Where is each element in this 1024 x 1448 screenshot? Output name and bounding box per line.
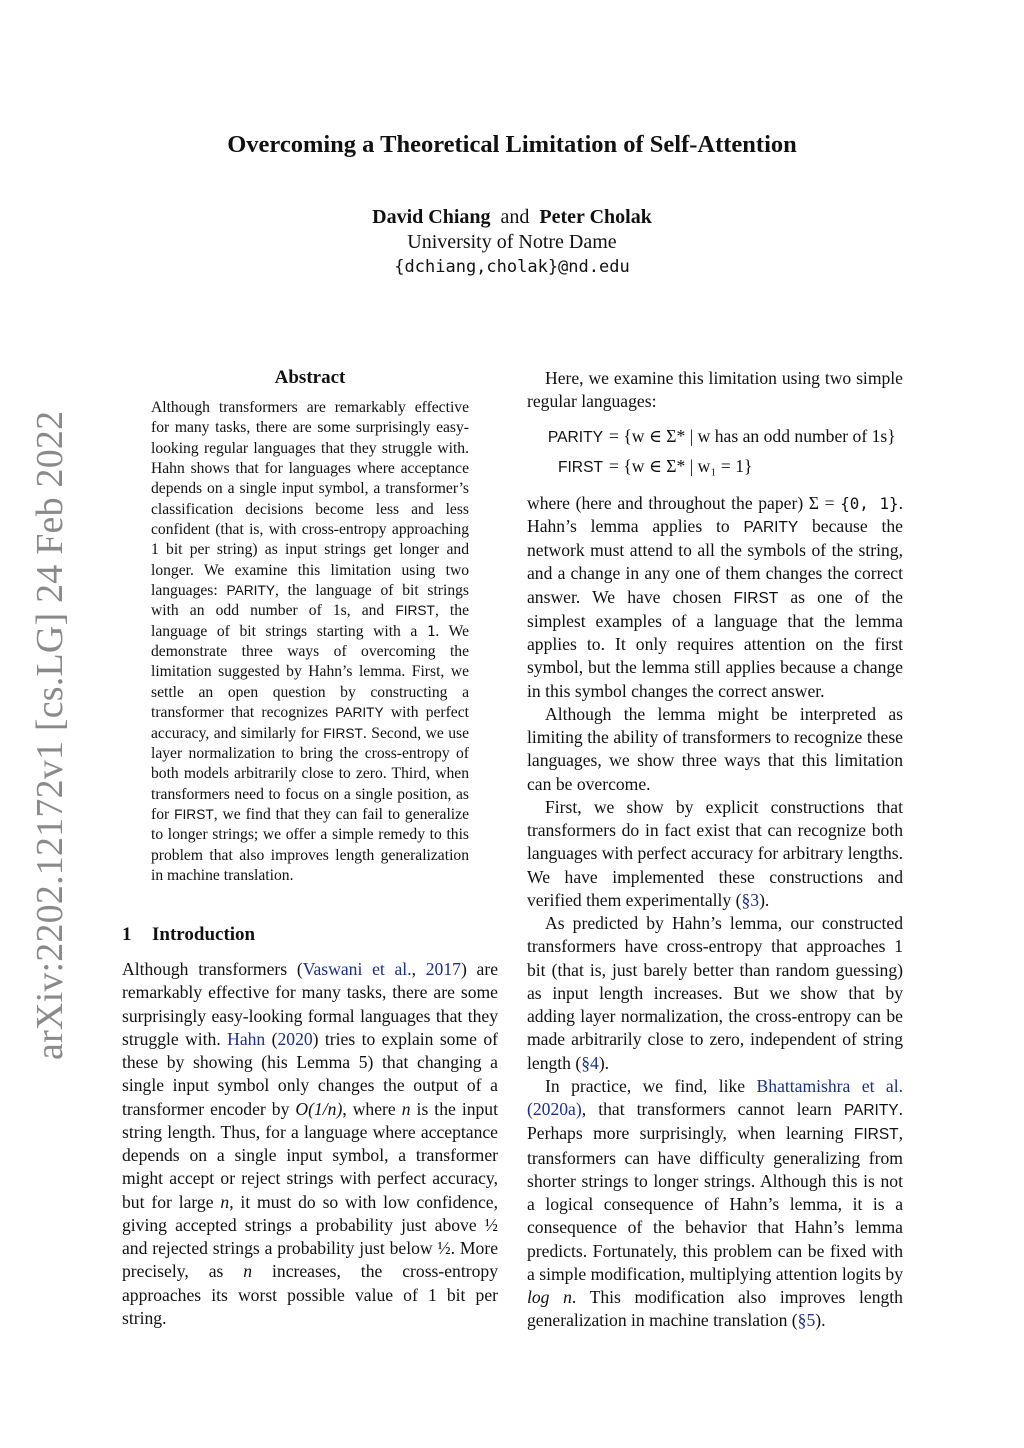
body-paragraph — [527, 492, 903, 703]
body-text: ). — [598, 1052, 610, 1073]
equation-first — [527, 452, 903, 482]
big-o-expression: O(1/n) — [295, 1098, 343, 1119]
body-text: . This modification also improves length generalization in machine translation ( — [527, 1287, 903, 1331]
citation-hahn-year[interactable]: 2020 — [277, 1028, 313, 1049]
body-paragraph: Here, we examine this limitation using two simple regular languages: — [527, 368, 903, 412]
equation-rhs-first: = {w ∈ Σ* | w₁ = 1} — [609, 455, 753, 476]
section-ref-3[interactable]: §3 — [741, 889, 760, 910]
abstract-body — [151, 398, 469, 886]
log-n-expression: log n — [527, 1287, 572, 1307]
right-column-body — [527, 367, 903, 1333]
section-number: 1 — [122, 924, 132, 945]
body-text: . Perhaps more surprisingly, when learning — [527, 1099, 903, 1144]
section-heading-introduction — [122, 922, 498, 948]
language-name-parity: PARITY — [335, 705, 384, 721]
body-text: tries to explain some of these by showing (his Lemma 5) that changing a single input symbol only changes the output of a transformer encoder by — [122, 1028, 498, 1119]
body-text: ) are remarkably effective for many tasks, there are some surprisingly easy-looking formal languages that they struggle with. — [122, 959, 499, 1049]
body-paragraph — [527, 796, 903, 912]
language-name-parity: PARITY — [843, 1102, 899, 1119]
body-text: , — [411, 959, 426, 979]
language-name-parity: PARITY — [226, 583, 275, 599]
body-text: Although transformers ( — [122, 959, 303, 979]
body-text: , transformers can have difficulty generalizing from shorter strings to longer strings. Although this is not a logical consequence of Hahn’s lemma, it is a consequence of the behavior that Hahn’s lemma predicts. Fortunately, this problem can be fixed with a simple modification, multiplying attention logits by — [527, 1123, 903, 1284]
author-email: {dchiang,cholak}@nd.edu — [394, 257, 630, 277]
body-text: , where — [342, 1098, 402, 1119]
symbol-one: 1 — [426, 623, 436, 640]
citation-bhattamishra[interactable]: Bhattamishra et al. — [756, 1075, 903, 1096]
citation-hahn[interactable]: Hahn — [227, 1028, 266, 1049]
language-name-first: FIRST — [323, 725, 363, 741]
author-conjunction: and — [500, 206, 530, 228]
body-text: as one of the simplest examples of a language that the lemma applies to. It only requires attention on the first symbol, but the lemma still applies because a change in this symbol changes the correct answer. — [527, 586, 903, 701]
introduction-paragraph: Although transformers (Vaswani et al., 2017) are remarkably effective for many tasks, there are some surprisingly easy-looking formal languages that they struggle with. Hahn (2020) tries to explain some of these by showing (his Lemma 5) that changing a single input symbol only changes the output of a transformer encoder by O(1/n), where n is the input string length. Thus, for a language where acceptance depends on a single input symbol, a transformer might accept or reject strings with perfect accuracy, but for large n, it must do so with low confidence, giving accepted strings a probability just above ½ and rejected strings a probability just below ½. More precisely, as n increases, the cross-entropy approaches its worst possible value of 1 bit per string. — [122, 959, 499, 1328]
body-paragraph — [527, 1075, 903, 1333]
abstract-text: , the language of bit strings starting with a — [151, 602, 469, 640]
body-text: is the input string length. Thus, for a language where acceptance depends on a single input symbol, a transformer might accept or reject strings with perfect accuracy, but for large — [122, 1098, 498, 1212]
author-line — [0, 205, 1024, 230]
equation-lhs-first: FIRST — [557, 458, 603, 476]
abstract-heading: Abstract — [274, 367, 346, 388]
variable-n: n — [243, 1261, 253, 1282]
abstract-text: . We demonstrate three ways of overcoming the limitation suggested by Hahn’s lemma. First, we settle an open question by constructing a transformer that recognizes — [151, 622, 470, 722]
body-text: ). — [815, 1310, 826, 1331]
abstract-text: , we find that they can fail to generalize to longer strings; we offer a simple remedy to this problem that also improves length generalization in machine translation. — [151, 805, 469, 884]
section-title: Introduction — [152, 924, 256, 945]
body-text: First, we show by explicit constructions that transformers do in fact exist that can recognize both languages with perfect accuracy for arbitrary lengths. We have implemented these constructions and verified them experimentally ( — [527, 796, 903, 910]
variable-n: n — [401, 1098, 411, 1119]
equation-rhs-parity: = {w ∈ Σ* | w has an odd number of 1s} — [609, 425, 896, 446]
body-text: In practice, we find, like — [545, 1075, 757, 1096]
language-name-parity: PARITY — [743, 518, 799, 536]
introduction-body — [122, 958, 498, 1330]
variable-n: n — [220, 1191, 230, 1212]
body-text: . Hahn’s lemma applies to — [527, 492, 903, 536]
language-definitions — [527, 422, 903, 482]
author-name-1: David Chiang — [372, 206, 491, 228]
equation-parity — [527, 422, 903, 452]
abstract-text: Although transformers are remarkably effective for many tasks, there are some surprisingly easy-looking regular languages that they struggle with. Hahn shows that for languages where acceptance depends on a single input symbol, a transformer’s classification decisions become less and less confident (that is, with cross-entropy approaching 1 bit per string) as input strings get longer and longer. We examine this limitation using two languages: — [151, 399, 469, 600]
section-ref-5[interactable]: §5 — [797, 1310, 816, 1331]
section-ref-4[interactable]: §4 — [581, 1052, 599, 1073]
body-text: , it must do so with low confidence, giving accepted strings a probability just above ½ and rejected strings a probability just below ½. More precisely, as — [122, 1191, 498, 1282]
body-text: increases, the cross-entropy approaches its worst possible value of 1 bit per string. — [122, 1261, 498, 1328]
language-name-first: FIRST — [395, 603, 435, 619]
equation-lhs-parity: PARITY — [547, 428, 603, 446]
abstract-text: , the language of bit strings with an odd number of 1s, and — [151, 582, 469, 620]
body-text: As predicted by Hahn’s lemma, our constructed transformers have cross-entropy that approaches 1 bit (that is, just barely better than random guessing) as input length increases. But we show that by adding layer normalization, the cross-entropy can be made arbitrarily close to zero, independent of string length ( — [527, 913, 903, 1073]
paper-title: Overcoming a Theoretical Limitation of Self-Attention — [227, 131, 797, 158]
abstract-text: . Second, we use layer normalization to bring the cross-entropy of both models arbitrarily close to zero. Third, when transformers need to focus on a single position, as for — [151, 724, 469, 823]
citation-vaswani[interactable]: Vaswani et al. — [302, 959, 412, 979]
body-text: ). — [759, 889, 770, 910]
author-name-2: Peter Cholak — [539, 206, 652, 228]
alphabet-set: {0, 1} — [840, 493, 899, 513]
citation-bhattamishra-year[interactable]: (2020a) — [527, 1099, 582, 1119]
arxiv-side-stamp: arXiv:2202.12172v1 [cs.LG] 24 Feb 2022 — [29, 410, 71, 1060]
body-paragraph — [527, 912, 903, 1075]
language-name-first: FIRST — [853, 1126, 899, 1144]
body-paragraph: Although the lemma might be interpreted as limiting the ability of transformers to recognize these languages, we show three ways that this limitation can be overcome. — [527, 703, 903, 794]
body-text: because the network must attend to all the symbols of the string, and a change in any one of them changes the correct answer. We have chosen — [527, 515, 903, 607]
citation-vaswani-year[interactable]: 2017 — [425, 959, 461, 979]
language-name-first: FIRST — [733, 589, 779, 607]
language-name-first: FIRST — [174, 806, 214, 822]
body-text: , that transformers cannot learn — [581, 1099, 844, 1119]
abstract-text: with perfect accuracy, and similarly for — [151, 704, 469, 742]
body-text: where (here and throughout the paper) Σ = — [527, 492, 841, 513]
affiliation: University of Notre Dame — [407, 231, 617, 253]
author-block — [0, 205, 1024, 280]
abstract-paragraph — [151, 398, 469, 886]
